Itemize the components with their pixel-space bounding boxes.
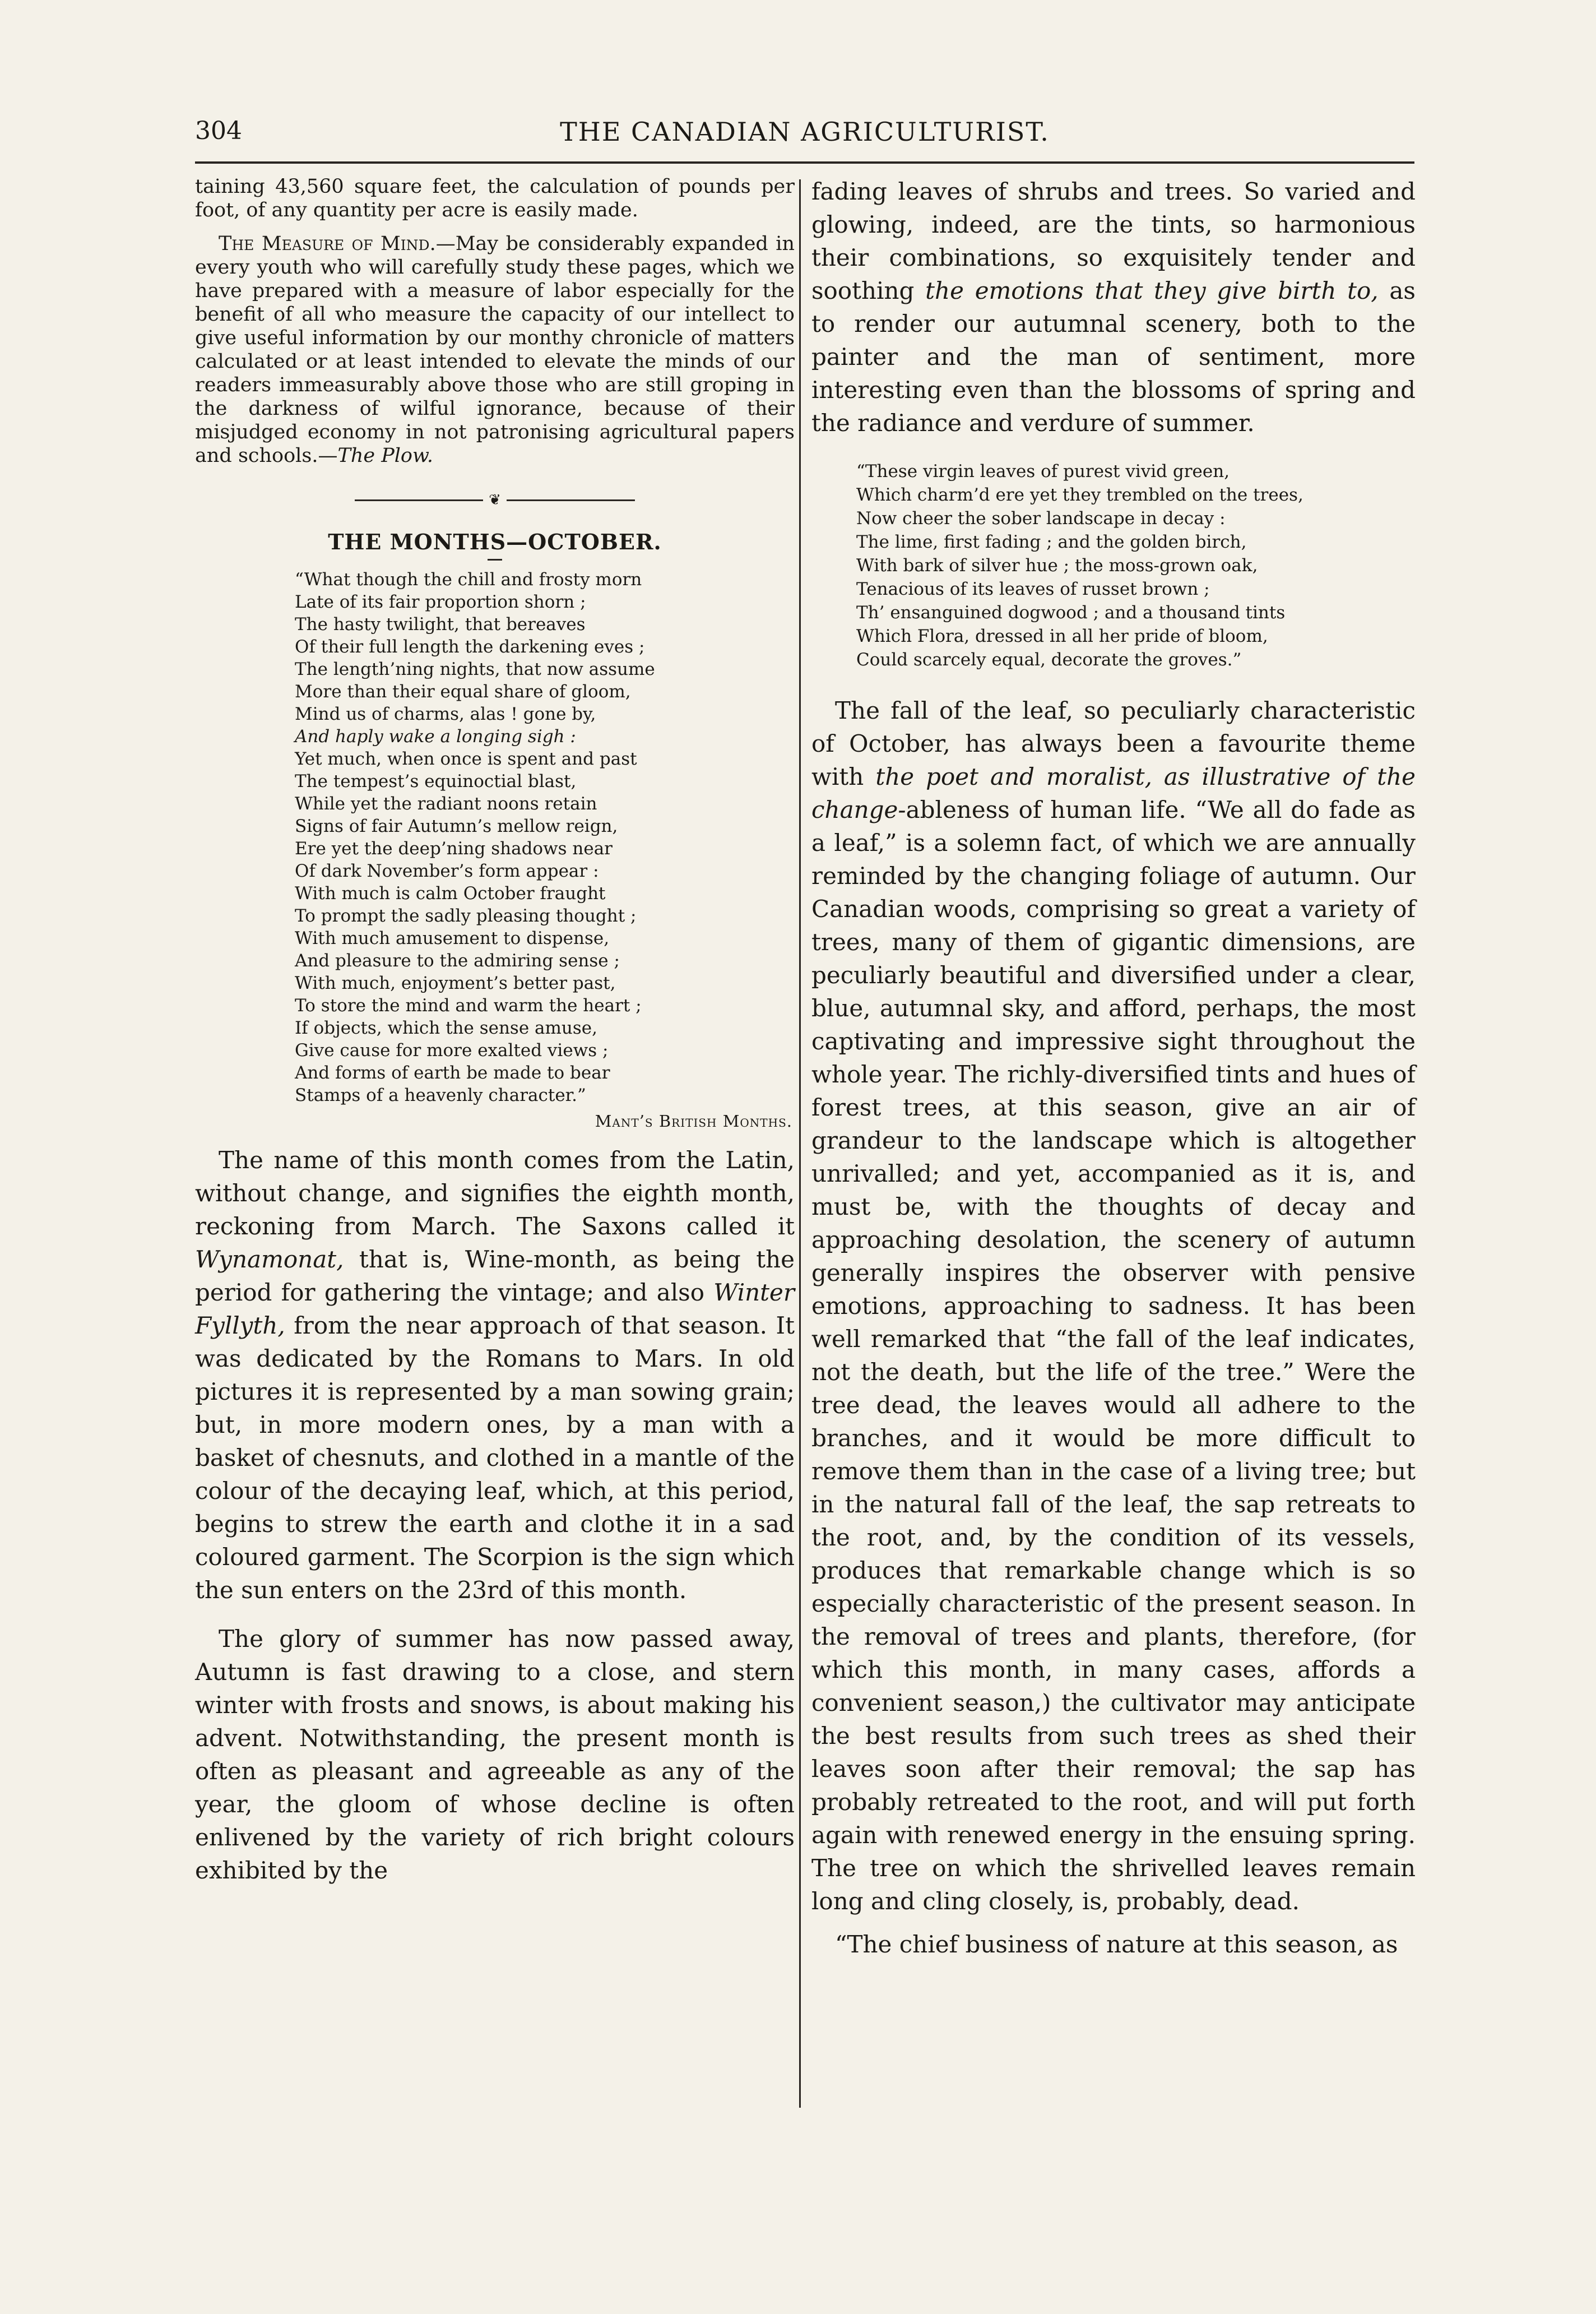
fall-text-a: The fall of the leaf, so peculiarly characteristic of October, has always been a favourite theme with [811,697,1416,790]
left-column [195,175,795,1887]
poem-line: To store the mind and warm the heart ; [295,996,642,1016]
fading-italic: the emotions that they give birth to, [925,277,1379,304]
divider-line-right [507,499,635,501]
fading-text-b: as to render our autumnal scenery, both to the painter and the man of sentiment, more interesting even than the blossoms of spring and the radiance and verdure of summer. [811,277,1416,437]
poem-line: Signs of fair Autumn’s mellow reign, [295,816,618,836]
poem-line: With much amusement to dispense, [295,928,610,948]
poem-line: If objects, which the sense amuse, [295,1018,597,1038]
paragraph-month-name [195,1144,795,1607]
poem-line: Late of its fair proportion shorn ; [295,592,586,612]
journal-title: THE CANADIAN AGRICULTURIST. [560,117,1050,147]
paragraph-intro: taining 43,560 square feet, the calculation of pounds per foot, of any quantity per acre is easily made. [195,175,795,221]
poem-line: With much, enjoyment’s better past, [295,973,616,993]
poem-line: Which charm’d ere yet they trembled on the trees, [856,485,1303,505]
poem-line: Stamps of a heavenly character.” [295,1085,586,1105]
poem-line: More than their equal share of gloom, [295,682,631,702]
poem-line: Now cheer the sober landscape in decay : [856,508,1226,529]
poem-line: Of dark November’s form appear : [295,861,599,881]
poem-line: “These virgin leaves of purest vivid green, [856,461,1230,482]
poem-virgin-leaves [811,460,1416,672]
paragraph-fading-leaves [811,175,1416,439]
section-title: THE MONTHS—OCTOBER. [328,529,662,554]
title-underline [488,559,502,561]
poem-line: To prompt the sadly pleasing thought ; [295,906,637,926]
fall-text-b: ableness of human life. “We all do fade as a leaf,” is a solemn fact, of which we are annually reminded by the changing foliage of autumn. Our Canadian woods, comprising so great a variety of trees, many of them of gigantic dimensions, are peculiarly beautiful and diversified under a clear, blue, autumnal sky, and afford, perhaps, the most captivating and impressive sight throughout the whole year. The richly-diversified tints and hues of forest trees, at this season, give an air of grandeur to the landscape which is altogether unrivalled; and yet, accompanied as it is, and must be, with the thoughts of decay and approaching desolation, the scenery of autumn generally inspires the observer with pensive emotions, approaching to sadness. It has been well remarked that “the fall of the leaf indicates, not the death, but the life of the tree.” Were the tree dead, the leaves would all adhere to the branches, and it would be more difficult to remove them than in the case of a living tree; but in the natural fall of the leaf, the sap retreats to the root, and, by the condition of its vessels, produces that remarkable change which is so especially characteristic of the present season. In the removal of trees and plants, therefore, (for which this month, in many cases, affords a convenient season,) the cultivator may anticipate the best results from such trees as shed their leaves soon after their removal; the sap has probably retreated to the root, and will put forth again with renewed energy in the ensuing spring. The tree on which the shrivelled leaves remain long and cling closely, is, probably, dead. [811,796,1416,1915]
fleuron-icon: ❦ [489,492,501,508]
column-divider [799,179,801,2108]
poem-line: Yet much, when once is spent and past [295,749,637,769]
fading-text-a: fading leaves of shrubs and trees. So varied and glowing, indeed, are the tints, so harmonious their combinations, so exquisitely tender and soothing [811,178,1416,304]
poem-line: Of their full length the darkening eves ; [295,637,645,657]
poem-line: Give cause for more exalted views ; [295,1040,609,1061]
poem-line: The lime, first fading ; and the golden birch, [856,532,1247,552]
winter-name: Winter Fyllyth, [195,1279,795,1339]
paragraph-measure-of-mind [195,232,795,468]
poem-october [195,568,795,1107]
poem-line: Could scarcely equal, decorate the groves.” [856,650,1242,670]
section-divider [355,492,635,508]
poem-line: “What though the chill and frosty morn [295,570,642,590]
divider-line-left [355,499,483,501]
month-name-text-c: from the near approach of that season. It was dedicated by the Romans to Mars. In old pictures it is represented by a man sowing grain; but, in more modern ones, by a man with a basket of chesnuts, and clothed in a mantle of the colour of the decaying leaf, which, at this period, begins to strew the earth and clothe it in a sad coloured garment. The Scorpion is the sign which the sun enters on the 23rd of this month. [195,1312,795,1604]
poem-line: The length’ning nights, that now assume [295,659,655,679]
poem-line: Tenacious of its leaves of russet brown ; [856,579,1210,599]
poem-line: Ere yet the deep’ning shadows near [295,839,613,859]
paragraph-chief-business: “The chief business of nature at this season, as [835,1931,1398,1958]
poem-line: And forms of earth be made to bear [295,1063,610,1083]
poem-attribution: Mant’s British Months. [595,1112,792,1131]
poem-line: While yet the radiant noons retain [295,794,597,814]
measure-body: —May be considerably expanded in every youth who will carefully study these pages, which we have prepared with a measure of labor especially for the benefit of all who measure the capacity of our intellect to give useful information by our monthy chronicle of matters calculated or at least intended to elevate the minds of our readers immeasurably above those who are still groping in the darkness of wilful ignorance, because of their misjudged economy in not patronising agricultural papers and schools.— [195,233,795,467]
poem-line: With much is calm October fraught [295,883,606,904]
poem-line: And haply wake a longing sigh : [295,726,576,747]
poem-line: Which Flora, dressed in all her pride of bloom, [856,626,1268,646]
measure-heading: The Measure of Mind. [219,233,436,255]
saxon-name: Wynamonat, [195,1246,344,1273]
paragraph-summer-glory: The glory of summer has now passed away, Autumn is fast drawing to a close, and stern winter with frosts and snows, is about making his advent. Notwithstanding, the present month is often as pleasant and agreeable as any of the year, the gloom of whose decline is often enlivened by the variety of rich bright colours exhibited by the [195,1625,795,1884]
fall-italic: the poet and moralist, as illustrative of the change- [811,763,1416,823]
month-name-text-a: The name of this month comes from the Latin, without change, and signifies the eighth month, reckoning from March. The Saxons called it [195,1146,795,1240]
poem-line: Th’ ensanguined dogwood ; and a thousand tints [856,603,1286,623]
poem-line: The hasty twilight, that bereaves [295,614,586,635]
right-column [811,175,1416,1961]
measure-source: The Plow. [337,445,433,467]
poem-line: With bark of silver hue ; the moss-grown oak, [856,556,1258,576]
month-name-text-b: that is, Wine-month, as being the period for gathering the vintage; and also [195,1246,795,1306]
header-rule [195,161,1414,164]
poem-line: Mind us of charms, alas ! gone by, [295,704,596,724]
poem-line: The tempest’s equinoctial blast, [295,771,577,792]
page-number: 304 [195,117,242,145]
poem-line: And pleasure to the admiring sense ; [295,951,620,971]
running-header [195,117,1414,148]
paragraph-fall-of-leaf [811,694,1416,1918]
